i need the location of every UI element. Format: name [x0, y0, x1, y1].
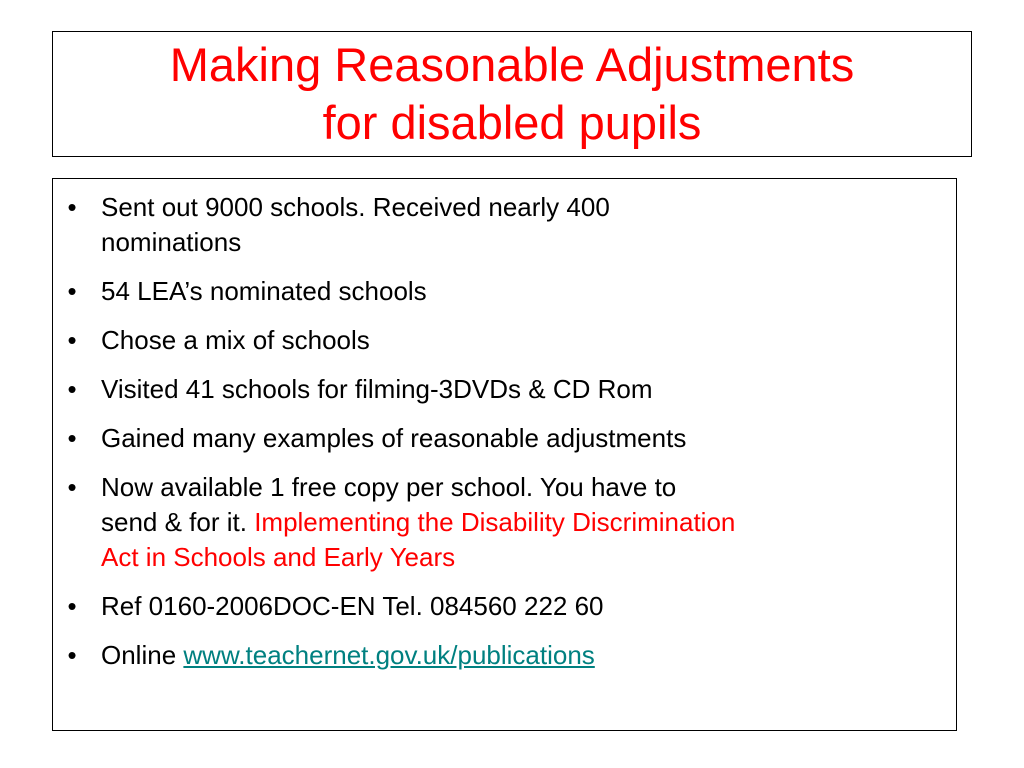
- publication-title: Implementing the Disability Discrimination: [254, 507, 736, 537]
- bullet-item-reference: [53, 589, 956, 624]
- bullet-text: 54 LEA’s nominated schools: [101, 276, 427, 306]
- bullet-icon: •: [67, 423, 77, 453]
- bullet-item-mix-of-schools: [53, 323, 956, 358]
- bullet-icon: •: [67, 472, 77, 502]
- bullet-text-continued: nominations: [101, 227, 242, 257]
- bullet-icon: •: [67, 374, 77, 404]
- slide-title-line-2: for disabled pupils: [322, 96, 702, 149]
- bullet-text: Visited 41 schools for filming-3DVDs & CD Rom: [101, 374, 653, 404]
- bullet-item-availability: [53, 470, 956, 575]
- bullet-item-examples: [53, 421, 956, 456]
- publication-title-continued: Act in Schools and Early Years: [101, 542, 456, 572]
- slide-title-line-1: Making Reasonable Adjustments: [169, 38, 855, 91]
- bullet-item-schools-visited: [53, 372, 956, 407]
- bullet-text-continued: [101, 505, 942, 540]
- bullet-icon: •: [67, 325, 77, 355]
- bullet-item-schools-sent: [53, 190, 956, 260]
- bullet-icon: •: [67, 591, 77, 621]
- bullet-icon: •: [67, 192, 77, 222]
- bullet-icon: •: [67, 276, 77, 306]
- bullet-text: Gained many examples of reasonable adjustments: [101, 423, 687, 453]
- bullet-text: Chose a mix of schools: [101, 325, 370, 355]
- bullet-text: Ref 0160-2006DOC-EN Tel. 084560 222 60: [101, 591, 604, 621]
- bullet-item-online: [53, 638, 956, 673]
- bullet-text: Sent out 9000 schools. Received nearly 400: [101, 192, 610, 222]
- content-placeholder: [52, 178, 957, 731]
- bullet-list: [53, 190, 956, 687]
- bullet-text-plain: send & for it.: [101, 507, 255, 537]
- bullet-text: [101, 638, 942, 673]
- bullet-text: Now available 1 free copy per school. You have to: [101, 472, 677, 502]
- bullet-icon: •: [67, 640, 77, 670]
- online-label: Online: [101, 640, 184, 670]
- bullet-item-lea-nominations: [53, 274, 956, 309]
- title-placeholder: [52, 31, 972, 157]
- teachernet-link[interactable]: www.teachernet.gov.uk/publications: [183, 640, 595, 670]
